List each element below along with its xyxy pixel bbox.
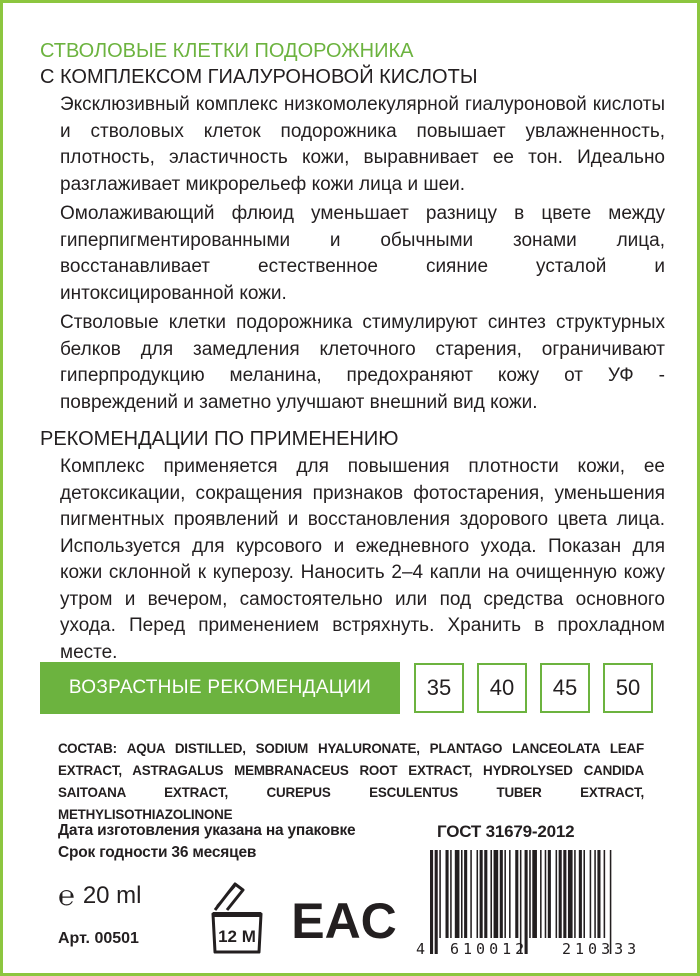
estimated-sign-icon: ℮ bbox=[58, 880, 75, 911]
production-info bbox=[58, 820, 355, 864]
description-paragraph-2: Омолаживающий флюид уменьшает разницу в цвете между гиперпигментированными и обычными зонами лица, восстанавливает естественное сияние усталой и интоксицированной кожи. bbox=[60, 203, 665, 304]
volume bbox=[58, 880, 142, 912]
description-paragraph-1: Эксклюзивный комплекс низкомолекулярной гиалуроновой кислоты и стволовых клеток подорожника повышает увлажненность, плотность, эластичность кожи, выравнивает ее тон. Идеально разглаживает микрорельеф кожи лица и шеи. bbox=[60, 94, 665, 195]
description-paragraph-3: Стволовые клетки подорожника стимулируют синтез структурных белков для замедления клеточного старения, ограничивают гиперпродукцию меланина, предохраняют кожу от УФ - повреждений и заметно улучшают внешний вид кожи. bbox=[60, 312, 665, 413]
barcode-digit-first: 4 bbox=[416, 940, 426, 958]
article-number: Арт. 00501 bbox=[58, 930, 139, 947]
shelf-life: Срок годности 36 месяцев bbox=[58, 844, 257, 861]
barcode-digits-left: 610012 bbox=[450, 940, 529, 958]
age-box-35: 35 bbox=[414, 663, 464, 713]
age-box-45: 45 bbox=[540, 663, 590, 713]
description-block bbox=[40, 38, 665, 669]
product-title: СТВОЛОВЫЕ КЛЕТКИ ПОДОРОЖНИКА bbox=[40, 40, 414, 62]
age-recommendations-label: ВОЗРАСТНЫЕ РЕКОМЕНДАЦИИ bbox=[40, 662, 400, 714]
open-jar-icon bbox=[205, 880, 269, 956]
barcode-digits-right: 210333 bbox=[562, 940, 641, 958]
composition-text: СОСТАВ: AQUA DISTILLED, SODIUM HYALURONATE, PLANTAGO LANCEOLATA LEAF EXTRACT, ASTRAGALUS MEMBRANACEUS ROOT EXTRACT, HYDROLYSED CANDIDA SAITOANA EXTRACT, CUREPUS ESCULENTUS TUBER EXTRACT, METHYLISOTHIAZOLINONE bbox=[58, 741, 644, 822]
usage-title: РЕКОМЕНДАЦИИ ПО ПРИМЕНЕНИЮ bbox=[40, 428, 399, 450]
usage-text: Комплекс применяется для повышения плотности кожи, ее детоксикации, сокращения признаков фотостарения, уменьшения пигментных проявлений и восстановления здорового цвета лица. Используется для курсового и ежедневного ухода. Показан для кожи склонной к куперозу. Наносить 2–4 капли на очищенную кожу утром и вечером, самостоятельно или под средства основного ухода. Перед применением встряхнуть. Хранить в прохладном месте. bbox=[60, 456, 665, 663]
product-subtitle: С КОМПЛЕКСОМ ГИАЛУРОНОВОЙ КИСЛОТЫ bbox=[40, 66, 478, 88]
gost-standard: ГОСТ 31679-2012 bbox=[437, 822, 575, 841]
age-box-40: 40 bbox=[477, 663, 527, 713]
pao-label: 12 M bbox=[218, 927, 256, 946]
eac-mark-icon bbox=[291, 882, 397, 949]
volume-value: 20 ml bbox=[82, 882, 142, 909]
age-box-50: 50 bbox=[603, 663, 653, 713]
manufacture-date-note: Дата изготовления указана на упаковке bbox=[58, 822, 356, 839]
barcode-number bbox=[416, 940, 666, 962]
age-recommendations bbox=[40, 662, 660, 714]
eac-mark-text: EAC bbox=[291, 893, 397, 949]
